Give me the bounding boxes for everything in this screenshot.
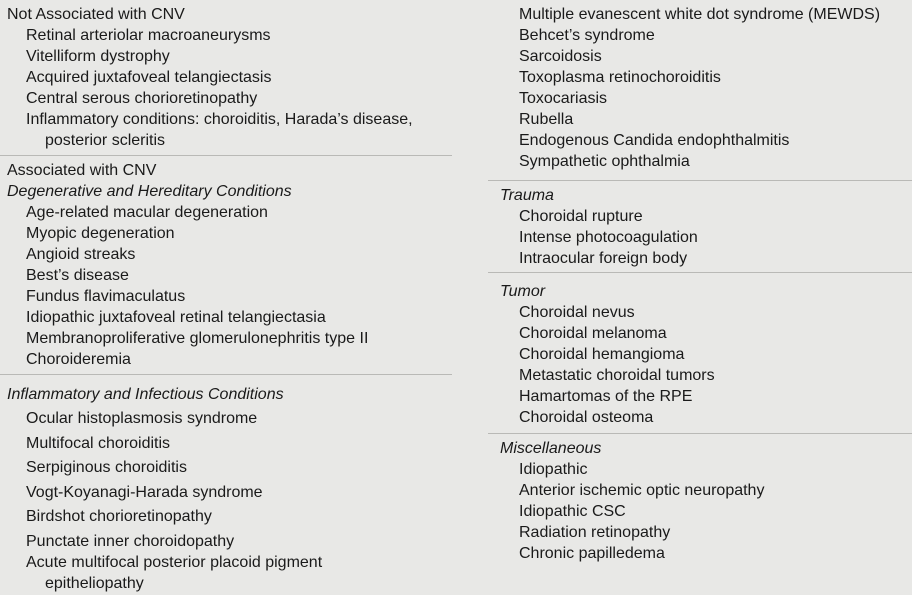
list-item: Choroidal melanoma: [519, 325, 667, 342]
section-inflammatory-continued: [488, 0, 912, 180]
list-item: Sympathetic ophthalmia: [519, 153, 690, 170]
list-item: Vogt-Koyanagi-Harada syndrome: [26, 484, 263, 501]
list-item: Rubella: [519, 111, 574, 128]
list-item: Choroidal osteoma: [519, 409, 654, 426]
section-tumor: [488, 272, 912, 433]
section-inflammatory-infectious: [0, 374, 452, 595]
list-item: Membranoproliferative glomerulonephritis type II: [26, 330, 369, 347]
subheading-degenerative-hereditary: Degenerative and Hereditary Conditions: [7, 183, 292, 200]
list-item: Fundus flavimaculatus: [26, 288, 186, 305]
list-item: Toxoplasma retinochoroiditis: [519, 69, 721, 86]
list-item: Intense photocoagulation: [519, 229, 698, 246]
list-item: Behcet’s syndrome: [519, 27, 655, 44]
list-item: Sarcoidosis: [519, 48, 602, 65]
list-item: Acquired juxtafoveal telangiectasis: [26, 69, 272, 86]
heading-not-associated-cnv: Not Associated with CNV: [7, 6, 185, 23]
list-item: Birdshot chorioretinopathy: [26, 508, 212, 525]
list-item: Chronic papilledema: [519, 545, 665, 562]
list-item: Age-related macular degeneration: [26, 204, 268, 221]
list-item: Choroidal hemangioma: [519, 346, 685, 363]
list-item: Metastatic choroidal tumors: [519, 367, 715, 384]
list-item: Choroidal nevus: [519, 304, 635, 321]
list-item: Choroideremia: [26, 351, 131, 368]
right-column: [488, 0, 912, 594]
list-item: Multiple evanescent white dot syndrome (MEWDS): [519, 6, 881, 23]
list-item-continuation: epitheliopathy: [45, 575, 144, 592]
list-item: Acute multifocal posterior placoid pigment: [26, 554, 323, 571]
list-item: Toxocariasis: [519, 90, 608, 107]
list-item: Idiopathic juxtafoveal retinal telangiectasia: [26, 309, 326, 326]
subheading-tumor: Tumor: [500, 283, 546, 300]
list-item: Best’s disease: [26, 267, 129, 284]
list-item: Angioid streaks: [26, 246, 136, 263]
subheading-trauma: Trauma: [500, 187, 554, 204]
list-item: Ocular histoplasmosis syndrome: [26, 410, 258, 427]
list-item: Endogenous Candida endophthalmitis: [519, 132, 790, 149]
list-item: Inflammatory conditions: choroiditis, Harada’s disease,: [26, 111, 413, 128]
list-item: Serpiginous choroiditis: [26, 459, 187, 476]
left-column: [0, 0, 452, 595]
list-item: Intraocular foreign body: [519, 250, 688, 267]
list-item: Vitelliform dystrophy: [26, 48, 170, 65]
subheading-miscellaneous: Miscellaneous: [500, 440, 602, 457]
heading-associated-cnv: Associated with CNV: [7, 162, 157, 179]
list-item: Choroidal rupture: [519, 208, 643, 225]
list-item: Multifocal choroiditis: [26, 435, 171, 452]
subheading-inflammatory-infectious: Inflammatory and Infectious Conditions: [7, 386, 284, 403]
list-item: Radiation retinopathy: [519, 524, 671, 541]
list-item: Idiopathic: [519, 461, 588, 478]
section-trauma: [488, 180, 912, 272]
list-item: Idiopathic CSC: [519, 503, 626, 520]
section-miscellaneous: [488, 433, 912, 594]
list-item: Central serous chorioretinopathy: [26, 90, 258, 107]
section-associated-cnv: [0, 155, 452, 374]
list-item: Anterior ischemic optic neuropathy: [519, 482, 765, 499]
list-item: Punctate inner choroidopathy: [26, 533, 235, 550]
list-item: Hamartomas of the RPE: [519, 388, 693, 405]
list-item-continuation: posterior scleritis: [45, 132, 166, 149]
list-item: Retinal arteriolar macroaneurysms: [26, 27, 271, 44]
section-not-associated-cnv: [0, 0, 452, 155]
list-item: Myopic degeneration: [26, 225, 175, 242]
